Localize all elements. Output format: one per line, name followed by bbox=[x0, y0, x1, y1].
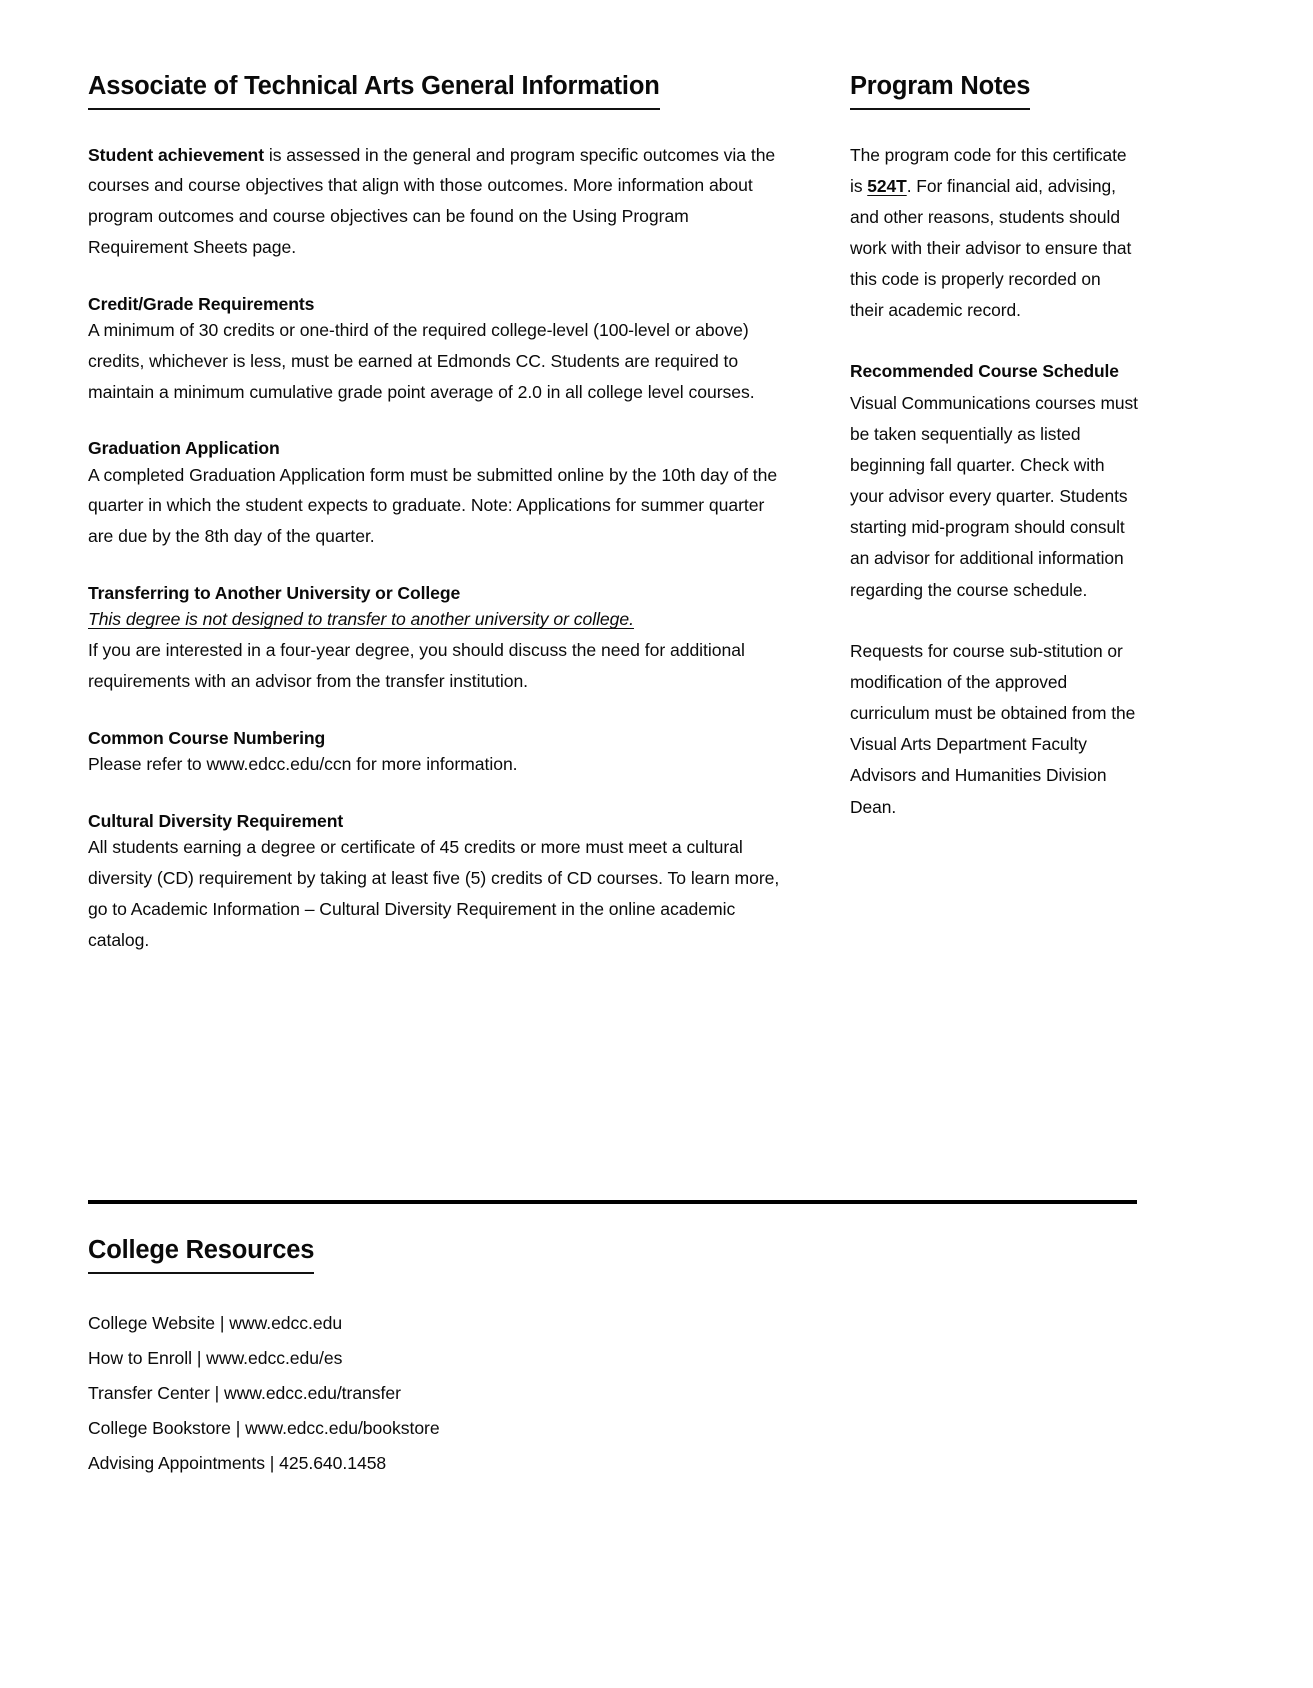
intro-paragraph bbox=[88, 140, 788, 263]
section-body: Please refer to www.edcc.edu/ccn for more information. bbox=[88, 754, 518, 775]
left-column bbox=[88, 72, 788, 955]
section-common-course-numbering bbox=[88, 727, 788, 780]
section-body: All students earning a degree or certificate of 45 credits or more must meet a cultural diversity (CD) requirement by taking at least five (5) credits of CD courses. To learn more, go to Academic Information – Cultural Diversity Requirement in the online academic catalog. bbox=[88, 837, 780, 950]
intro-paragraph-block bbox=[88, 140, 788, 263]
section-credit-grade-requirements bbox=[88, 293, 788, 408]
section-divider-rule bbox=[88, 1200, 1137, 1204]
section-heading: Credit/Grade Requirements bbox=[88, 293, 315, 314]
section-heading: Transferring to Another University or College bbox=[88, 583, 461, 604]
program-notes-title: Program Notes bbox=[850, 72, 1030, 110]
section-heading: Cultural Diversity Requirement bbox=[88, 810, 344, 831]
section-body: Visual Communications courses must be taken sequentially as listed beginning fall quarter. Check with your advisor every quarter. Students starting mid-program should consult an advisor for additional information regarding the course schedule. bbox=[850, 392, 1138, 600]
section-heading: Recommended Course Schedule bbox=[850, 361, 1119, 382]
transfer-emphasis-note: This degree is not designed to transfer to another university or college. bbox=[88, 609, 634, 630]
resources-title-wrap bbox=[88, 1236, 988, 1274]
section-recommended-course-schedule bbox=[850, 356, 1138, 605]
intro-rest: is assessed in the general and program specific outcomes via the courses and course objectives that align with those outcomes. More information about program outcomes and course objectives can be found on the Using Program Requirement Sheets page. bbox=[88, 144, 776, 257]
college-resources-section bbox=[88, 1236, 988, 1481]
list-item: Transfer Center | www.edcc.edu/transfer bbox=[88, 1382, 401, 1403]
list-item: How to Enroll | www.edcc.edu/es bbox=[88, 1347, 343, 1368]
right-column-title-wrap bbox=[850, 72, 1138, 110]
college-resources-title: College Resources bbox=[88, 1236, 314, 1274]
resources-list bbox=[88, 1306, 988, 1482]
section-body: If you are interested in a four-year degree, you should discuss the need for additional requirements with an advisor from the transfer institution. bbox=[88, 640, 745, 691]
section-heading: Graduation Application bbox=[88, 438, 280, 459]
substitution-note: Requests for course sub-stitution or modification of the approved curriculum must be obtained from the Visual Arts Department Faculty Advisors and Humanities Division Dean. bbox=[850, 640, 1136, 817]
intro-lead-phrase: Student achievement bbox=[88, 144, 265, 165]
list-item: College Website | www.edcc.edu bbox=[88, 1312, 343, 1333]
section-body: A completed Graduation Application form must be submitted online by the 10th day of the quarter in which the student expects to graduate. Note: Applications for summer quarter are due by the 8th day of the quarter. bbox=[88, 464, 778, 547]
list-item: Advising Appointments | 425.640.1458 bbox=[88, 1453, 387, 1474]
section-heading: Common Course Numbering bbox=[88, 727, 326, 748]
left-column-title-wrap bbox=[88, 72, 788, 110]
program-code-note bbox=[850, 140, 1138, 327]
section-cultural-diversity bbox=[88, 810, 788, 955]
program-code-note-block bbox=[850, 140, 1138, 327]
program-code-note-before: The program code for this certificate is bbox=[850, 144, 1127, 196]
right-column bbox=[850, 72, 1138, 823]
two-column-region bbox=[88, 72, 1138, 955]
page-title: Associate of Technical Arts General Information bbox=[88, 72, 660, 110]
program-code-note-after: . For financial aid, advising, and other reasons, students should work with their advisor to ensure that this code is properly recorded on their academic record. bbox=[850, 175, 1132, 321]
section-body: A minimum of 30 credits or one-third of the required college-level (100-level or above) credits, whichever is less, must be earned at Edmonds CC. Students are required to maintain a minimum cumulative grade point average of 2.0 in all college level courses. bbox=[88, 320, 755, 402]
section-graduation-application bbox=[88, 437, 788, 552]
program-code-value: 524T bbox=[867, 175, 907, 196]
section-transferring bbox=[88, 582, 788, 697]
list-item: College Bookstore | www.edcc.edu/bookstore bbox=[88, 1418, 440, 1439]
section-course-substitution bbox=[850, 636, 1138, 823]
